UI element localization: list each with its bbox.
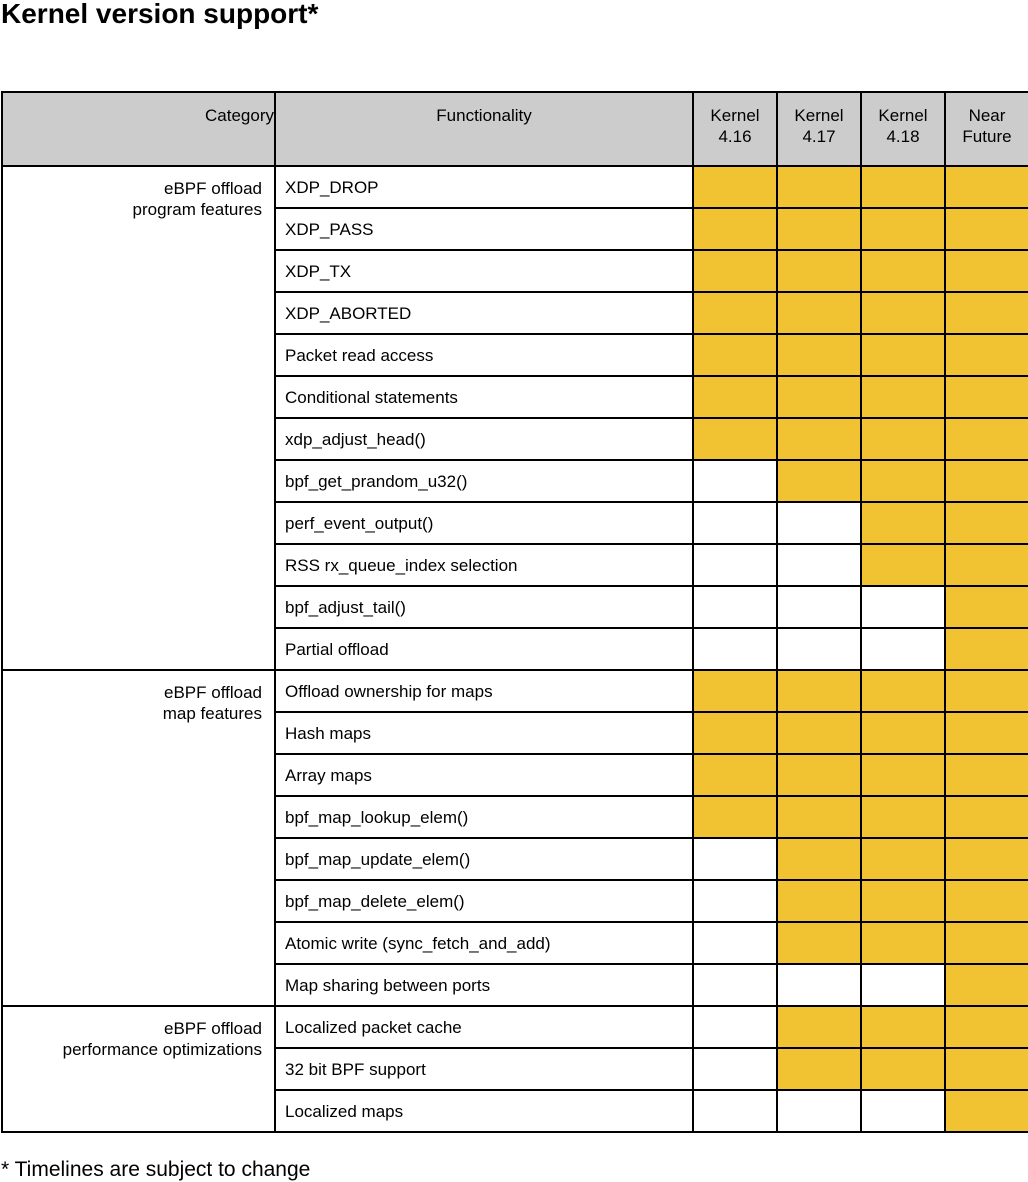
support-cell-supported <box>861 208 945 250</box>
support-cell-unsupported <box>693 544 777 586</box>
support-cell-supported <box>777 796 861 838</box>
support-cell-supported <box>945 376 1028 418</box>
support-cell-supported <box>777 670 861 712</box>
table-header-row <box>2 92 1028 166</box>
support-cell-supported <box>861 1006 945 1048</box>
functionality-cell: bpf_map_lookup_elem() <box>275 796 693 838</box>
support-cell-supported <box>945 460 1028 502</box>
header-version-line2: 4.18 <box>886 127 920 146</box>
category-label-line2: program features <box>132 200 262 219</box>
support-cell-supported <box>945 586 1028 628</box>
support-cell-unsupported <box>861 1090 945 1132</box>
header-version-line1: Kernel <box>878 106 928 125</box>
support-cell-supported <box>693 670 777 712</box>
support-cell-supported <box>861 922 945 964</box>
functionality-cell: Atomic write (sync_fetch_and_add) <box>275 922 693 964</box>
support-cell-supported <box>861 670 945 712</box>
kernel-support-table <box>1 91 1028 1133</box>
support-cell-supported <box>861 418 945 460</box>
support-cell-supported <box>945 880 1028 922</box>
category-label-line1: eBPF offload <box>164 683 262 702</box>
support-cell-supported <box>777 838 861 880</box>
support-cell-unsupported <box>693 586 777 628</box>
support-cell-supported <box>777 922 861 964</box>
functionality-cell: XDP_PASS <box>275 208 693 250</box>
table-row <box>2 1006 1028 1048</box>
functionality-cell: Conditional statements <box>275 376 693 418</box>
support-cell-unsupported <box>693 922 777 964</box>
support-cell-supported <box>693 712 777 754</box>
support-cell-supported <box>693 754 777 796</box>
support-cell-supported <box>777 292 861 334</box>
functionality-cell: XDP_ABORTED <box>275 292 693 334</box>
category-label-line2: performance optimizations <box>62 1040 262 1059</box>
support-cell-supported <box>945 250 1028 292</box>
support-cell-supported <box>945 502 1028 544</box>
header-version <box>777 92 861 166</box>
header-version <box>693 92 777 166</box>
support-cell-supported <box>861 376 945 418</box>
functionality-cell: Offload ownership for maps <box>275 670 693 712</box>
support-cell-unsupported <box>777 964 861 1006</box>
category-cell <box>2 670 275 1006</box>
table-row <box>2 670 1028 712</box>
support-cell-supported <box>945 418 1028 460</box>
support-cell-supported <box>861 838 945 880</box>
support-cell-supported <box>861 460 945 502</box>
header-version-line2: Future <box>962 127 1012 146</box>
support-cell-supported <box>777 166 861 208</box>
support-cell-supported <box>861 292 945 334</box>
functionality-cell: bpf_map_update_elem() <box>275 838 693 880</box>
header-version-line1: Kernel <box>710 106 760 125</box>
page-title: Kernel version support* <box>1 0 319 29</box>
header-functionality: Functionality <box>275 92 693 166</box>
support-cell-supported <box>693 334 777 376</box>
header-category: Category <box>2 92 275 166</box>
functionality-cell: xdp_adjust_head() <box>275 418 693 460</box>
functionality-cell: Packet read access <box>275 334 693 376</box>
support-cell-supported <box>693 418 777 460</box>
support-cell-unsupported <box>693 628 777 670</box>
table-body <box>2 166 1028 1132</box>
support-cell-supported <box>945 334 1028 376</box>
support-cell-supported <box>945 964 1028 1006</box>
support-cell-unsupported <box>693 838 777 880</box>
support-cell-unsupported <box>693 460 777 502</box>
functionality-cell: bpf_get_prandom_u32() <box>275 460 693 502</box>
support-cell-supported <box>945 1048 1028 1090</box>
support-cell-supported <box>777 460 861 502</box>
functionality-cell: Localized maps <box>275 1090 693 1132</box>
support-cell-supported <box>861 544 945 586</box>
functionality-cell: 32 bit BPF support <box>275 1048 693 1090</box>
support-cell-unsupported <box>693 1048 777 1090</box>
header-version-line2: 4.16 <box>718 127 752 146</box>
support-cell-supported <box>945 166 1028 208</box>
support-cell-unsupported <box>861 964 945 1006</box>
support-cell-supported <box>945 670 1028 712</box>
functionality-cell: RSS rx_queue_index selection <box>275 544 693 586</box>
support-cell-supported <box>945 838 1028 880</box>
support-cell-supported <box>861 1048 945 1090</box>
support-cell-supported <box>693 292 777 334</box>
support-cell-unsupported <box>693 1006 777 1048</box>
functionality-cell: XDP_DROP <box>275 166 693 208</box>
support-cell-supported <box>693 208 777 250</box>
category-label-line1: eBPF offload <box>164 1019 262 1038</box>
support-cell-supported <box>945 208 1028 250</box>
support-cell-supported <box>945 628 1028 670</box>
support-cell-supported <box>861 712 945 754</box>
support-cell-unsupported <box>777 544 861 586</box>
support-cell-supported <box>945 712 1028 754</box>
functionality-cell: Map sharing between ports <box>275 964 693 1006</box>
header-version-line1: Near <box>968 106 1006 125</box>
support-cell-supported <box>777 208 861 250</box>
support-cell-supported <box>777 334 861 376</box>
header-version <box>945 92 1028 166</box>
support-cell-supported <box>693 376 777 418</box>
functionality-cell: Partial offload <box>275 628 693 670</box>
support-cell-supported <box>777 880 861 922</box>
support-cell-supported <box>693 166 777 208</box>
category-cell <box>2 166 275 670</box>
support-cell-supported <box>861 880 945 922</box>
category-cell <box>2 1006 275 1132</box>
support-cell-supported <box>945 754 1028 796</box>
table-row <box>2 166 1028 208</box>
functionality-cell: perf_event_output() <box>275 502 693 544</box>
support-cell-supported <box>861 502 945 544</box>
support-cell-supported <box>777 712 861 754</box>
support-cell-unsupported <box>861 586 945 628</box>
support-cell-unsupported <box>777 628 861 670</box>
functionality-cell: Localized packet cache <box>275 1006 693 1048</box>
support-cell-supported <box>777 1048 861 1090</box>
footnote: * Timelines are subject to change <box>1 1158 311 1181</box>
support-cell-supported <box>861 250 945 292</box>
header-version-line1: Kernel <box>794 106 844 125</box>
support-cell-unsupported <box>693 880 777 922</box>
support-cell-unsupported <box>693 502 777 544</box>
support-cell-supported <box>777 250 861 292</box>
support-cell-unsupported <box>777 1090 861 1132</box>
support-cell-supported <box>693 796 777 838</box>
support-cell-supported <box>945 1006 1028 1048</box>
header-version-line2: 4.17 <box>802 127 836 146</box>
support-cell-unsupported <box>693 964 777 1006</box>
header-version <box>861 92 945 166</box>
support-cell-supported <box>777 1006 861 1048</box>
support-cell-supported <box>777 418 861 460</box>
support-cell-supported <box>777 754 861 796</box>
support-cell-supported <box>945 292 1028 334</box>
support-cell-unsupported <box>777 586 861 628</box>
functionality-cell: bpf_map_delete_elem() <box>275 880 693 922</box>
support-cell-supported <box>945 796 1028 838</box>
support-cell-supported <box>861 334 945 376</box>
support-cell-supported <box>945 1090 1028 1132</box>
support-cell-supported <box>861 796 945 838</box>
support-cell-supported <box>777 376 861 418</box>
functionality-cell: XDP_TX <box>275 250 693 292</box>
category-label-line1: eBPF offload <box>164 179 262 198</box>
functionality-cell: Array maps <box>275 754 693 796</box>
support-cell-unsupported <box>861 628 945 670</box>
support-cell-supported <box>693 250 777 292</box>
functionality-cell: bpf_adjust_tail() <box>275 586 693 628</box>
support-cell-supported <box>945 922 1028 964</box>
category-label-line2: map features <box>162 704 262 723</box>
functionality-cell: Hash maps <box>275 712 693 754</box>
support-cell-supported <box>861 166 945 208</box>
support-cell-supported <box>945 544 1028 586</box>
support-cell-unsupported <box>693 1090 777 1132</box>
support-cell-supported <box>861 754 945 796</box>
support-cell-unsupported <box>777 502 861 544</box>
